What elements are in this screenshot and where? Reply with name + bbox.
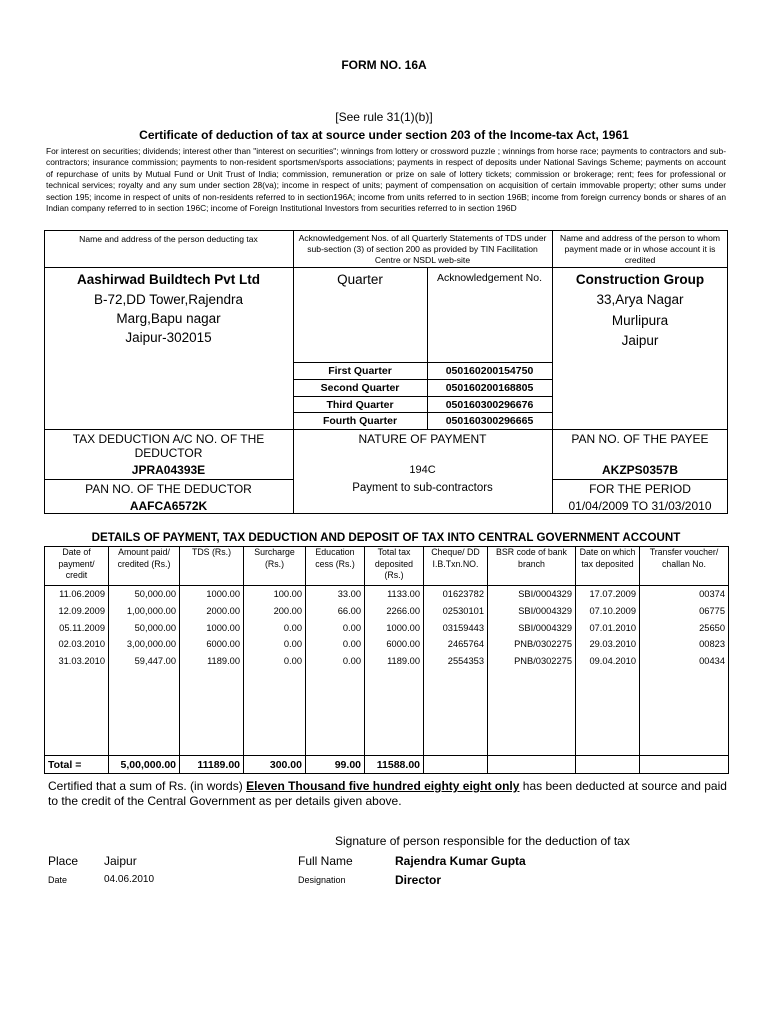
column-header: Total tax deposited (Rs.) bbox=[365, 547, 424, 586]
divider bbox=[293, 362, 552, 363]
total-amount: 5,00,000.00 bbox=[109, 756, 180, 774]
table-cell: SBI/0004329 bbox=[488, 586, 576, 603]
column-header: Date on which tax deposited bbox=[576, 547, 640, 586]
payee-header: Name and address of the person to whom payment made or in whose account it is credited bbox=[559, 233, 721, 265]
table-cell: 66.00 bbox=[306, 603, 365, 620]
table-row bbox=[45, 636, 729, 653]
ack-number: 050160200168805 bbox=[445, 382, 534, 394]
table-cell: 33.00 bbox=[306, 586, 365, 603]
divider bbox=[293, 396, 552, 397]
table-cell: SBI/0004329 bbox=[488, 603, 576, 620]
table-row bbox=[45, 586, 729, 603]
quarter-name: Third Quarter bbox=[326, 399, 394, 411]
table-cell: 31.03.2010 bbox=[45, 653, 109, 670]
period-label: FOR THE PERIOD bbox=[589, 482, 691, 496]
table-cell: 0.00 bbox=[244, 653, 306, 670]
total-label: Total = bbox=[45, 756, 109, 774]
table-cell: 50,000.00 bbox=[109, 619, 180, 636]
rule-reference: [See rule 31(1)(b)] bbox=[335, 110, 433, 124]
table-row bbox=[45, 619, 729, 636]
table-cell: 1000.00 bbox=[180, 619, 244, 636]
table-header-row bbox=[45, 547, 729, 586]
nature-code: 194C bbox=[409, 464, 436, 476]
payee-address-line: Murlipura bbox=[611, 313, 669, 328]
total-tds: 11189.00 bbox=[180, 756, 244, 774]
table-row bbox=[45, 653, 729, 670]
table-cell: 0.00 bbox=[306, 636, 365, 653]
ack-header: Acknowledgement Nos. of all Quarterly Statements of TDS under sub-section (3) of section 200 as provided by TIN Facilitation Centre or NSDL web-site bbox=[298, 233, 547, 265]
divider bbox=[293, 379, 552, 380]
quarter-name: Second Quarter bbox=[320, 382, 400, 394]
table-cell: 01623782 bbox=[424, 586, 488, 603]
table-spacer-row bbox=[45, 669, 729, 756]
payment-table bbox=[44, 546, 729, 774]
table-cell: 59,447.00 bbox=[109, 653, 180, 670]
divider bbox=[552, 230, 553, 514]
form-title: FORM NO. 16A bbox=[341, 58, 427, 72]
ack-number: 050160300296665 bbox=[445, 415, 534, 427]
table-cell: 07.10.2009 bbox=[576, 603, 640, 620]
table-cell: 00823 bbox=[640, 636, 729, 653]
column-header: Education cess (Rs.) bbox=[306, 547, 365, 586]
table-cell: 00374 bbox=[640, 586, 729, 603]
table-cell: 6000.00 bbox=[365, 636, 424, 653]
column-header: BSR code of bank branch bbox=[488, 547, 576, 586]
deductor-pan-label: PAN NO. OF THE DEDUCTOR bbox=[85, 482, 252, 496]
table-cell: 1,00,000.00 bbox=[109, 603, 180, 620]
table-cell: 25650 bbox=[640, 619, 729, 636]
table-total-row bbox=[45, 756, 729, 774]
intro-paragraph: For interest on securities; dividends; interest other than "interest on securities"; winnings from lottery or crossword puzzle ; winnings from horse race; payments to contractors and sub-contractors; insurance commission; payments to non-resident sportsmen/sports associations; payments in respect of deposits under National Savings Scheme; payments on account of repurchase of units by Mutual Fund or Unit Trust of India; commission, remuneration or prize on sale of lottery tickets; commission or brokerage; rent; fees for professional or technical services; royalty and any sum under section 28(va); income in respect of units; payment of compensation on acquisition of certain immovable property; other sums under section 195; income in respect of units of non-residents referred to in section196A; income from units referred to in section 196B; income from foreign currency bonds or shares of an Indian company referred to in section 196C; income of Foreign Institutional Investors from securities referred to in section 196D bbox=[46, 146, 726, 214]
payee-address-line: 33,Arya Nagar bbox=[596, 292, 684, 307]
ack-number: 050160200154750 bbox=[445, 365, 534, 377]
table-cell: PNB/0302275 bbox=[488, 636, 576, 653]
ack-number-label: Acknowledgement No. bbox=[436, 272, 543, 284]
column-header: Surcharge (Rs.) bbox=[244, 547, 306, 586]
table-cell: 00434 bbox=[640, 653, 729, 670]
table-cell: 05.11.2009 bbox=[45, 619, 109, 636]
table-cell: 11.06.2009 bbox=[45, 586, 109, 603]
designation-value: Director bbox=[395, 873, 442, 887]
table-cell: 100.00 bbox=[244, 586, 306, 603]
table-cell: 1000.00 bbox=[180, 586, 244, 603]
column-header: Cheque/ DD I.B.Txn.NO. bbox=[424, 547, 488, 586]
deductor-header: Name and address of the person deducting tax bbox=[79, 234, 258, 244]
deductor-address-line: Jaipur-302015 bbox=[125, 330, 212, 345]
designation-label: Designation bbox=[298, 875, 346, 885]
payee-address-line: Jaipur bbox=[621, 333, 659, 348]
table-cell: 1189.00 bbox=[180, 653, 244, 670]
column-header: Amount paid/ credited (Rs.) bbox=[109, 547, 180, 586]
table-cell: 0.00 bbox=[306, 653, 365, 670]
table-cell: 6000.00 bbox=[180, 636, 244, 653]
total-cess: 99.00 bbox=[306, 756, 365, 774]
table-cell: 17.07.2009 bbox=[576, 586, 640, 603]
table-cell: 0.00 bbox=[306, 619, 365, 636]
tan-value: JPRA04393E bbox=[131, 463, 206, 477]
divider bbox=[552, 479, 728, 480]
table-cell: 2266.00 bbox=[365, 603, 424, 620]
table-cell: 29.03.2010 bbox=[576, 636, 640, 653]
certified-suffix: has been deducted at source and paid to the credit of the Central Government as per details given above. bbox=[48, 779, 727, 808]
table-cell: 1000.00 bbox=[365, 619, 424, 636]
total-tax: 11588.00 bbox=[365, 756, 424, 774]
quarter-label: Quarter bbox=[337, 272, 383, 287]
table-cell: 03159443 bbox=[424, 619, 488, 636]
fullname-value: Rajendra Kumar Gupta bbox=[395, 854, 526, 868]
place-label: Place bbox=[48, 854, 79, 868]
tan-label: TAX DEDUCTION A/C NO. OF THE DEDUCTOR bbox=[72, 432, 265, 460]
table-cell: 200.00 bbox=[244, 603, 306, 620]
table-cell: PNB/0302275 bbox=[488, 653, 576, 670]
table-cell: 0.00 bbox=[244, 619, 306, 636]
deductor-name: Aashirwad Buildtech Pvt Ltd bbox=[76, 272, 261, 287]
quarter-name: Fourth Quarter bbox=[322, 415, 398, 427]
payee-name: Construction Group bbox=[575, 272, 705, 287]
table-cell: 2000.00 bbox=[180, 603, 244, 620]
table-cell: 3,00,000.00 bbox=[109, 636, 180, 653]
table-cell: 0.00 bbox=[244, 636, 306, 653]
certificate-title: Certificate of deduction of tax at source under section 203 of the Income-tax Act, 1961 bbox=[139, 128, 629, 142]
table-cell: SBI/0004329 bbox=[488, 619, 576, 636]
table-cell: 09.04.2010 bbox=[576, 653, 640, 670]
table-cell: 02530101 bbox=[424, 603, 488, 620]
table-cell: 2554353 bbox=[424, 653, 488, 670]
nature-description: Payment to sub-contractors bbox=[352, 482, 493, 494]
table-cell: 2465764 bbox=[424, 636, 488, 653]
divider bbox=[44, 479, 293, 480]
certified-prefix: Certified that a sum of Rs. (in words) bbox=[48, 779, 247, 793]
table-cell: 06775 bbox=[640, 603, 729, 620]
deductor-pan-value: AAFCA6572K bbox=[129, 499, 208, 513]
table-cell: 02.03.2010 bbox=[45, 636, 109, 653]
period-value: 01/04/2009 TO 31/03/2010 bbox=[568, 499, 712, 513]
table-cell: 50,000.00 bbox=[109, 586, 180, 603]
details-title: DETAILS OF PAYMENT, TAX DEDUCTION AND DEPOSIT OF TAX INTO CENTRAL GOVERNMENT ACCOUNT bbox=[91, 531, 681, 544]
date-label: Date bbox=[48, 875, 68, 885]
deductor-address-line: Marg,Bapu nagar bbox=[116, 311, 221, 326]
payee-pan-label: PAN NO. OF THE PAYEE bbox=[571, 432, 709, 446]
date-value: 04.06.2010 bbox=[104, 874, 155, 885]
nature-label: NATURE OF PAYMENT bbox=[358, 432, 487, 446]
ack-number: 050160300296676 bbox=[445, 399, 534, 411]
table-cell: 1133.00 bbox=[365, 586, 424, 603]
amount-in-words: Eleven Thousand five hundred eighty eight only bbox=[246, 779, 520, 793]
column-header: Date of payment/ credit bbox=[45, 547, 109, 586]
divider bbox=[293, 412, 552, 413]
table-cell: 12.09.2009 bbox=[45, 603, 109, 620]
column-header: TDS (Rs.) bbox=[180, 547, 244, 586]
payee-pan-value: AKZPS0357B bbox=[601, 463, 679, 477]
divider bbox=[44, 429, 728, 430]
fullname-label: Full Name bbox=[298, 854, 353, 868]
total-surcharge: 300.00 bbox=[244, 756, 306, 774]
signature-label: Signature of person responsible for the deduction of tax bbox=[335, 834, 630, 848]
deductor-address-line: B-72,DD Tower,Rajendra bbox=[93, 292, 244, 307]
certification-text bbox=[48, 779, 728, 809]
table-cell: 07.01.2010 bbox=[576, 619, 640, 636]
divider bbox=[44, 267, 728, 268]
table-cell: 1189.00 bbox=[365, 653, 424, 670]
quarter-name: First Quarter bbox=[328, 365, 392, 377]
column-header: Transfer voucher/ challan No. bbox=[640, 547, 729, 586]
place-value: Jaipur bbox=[104, 854, 137, 868]
table-row bbox=[45, 603, 729, 620]
